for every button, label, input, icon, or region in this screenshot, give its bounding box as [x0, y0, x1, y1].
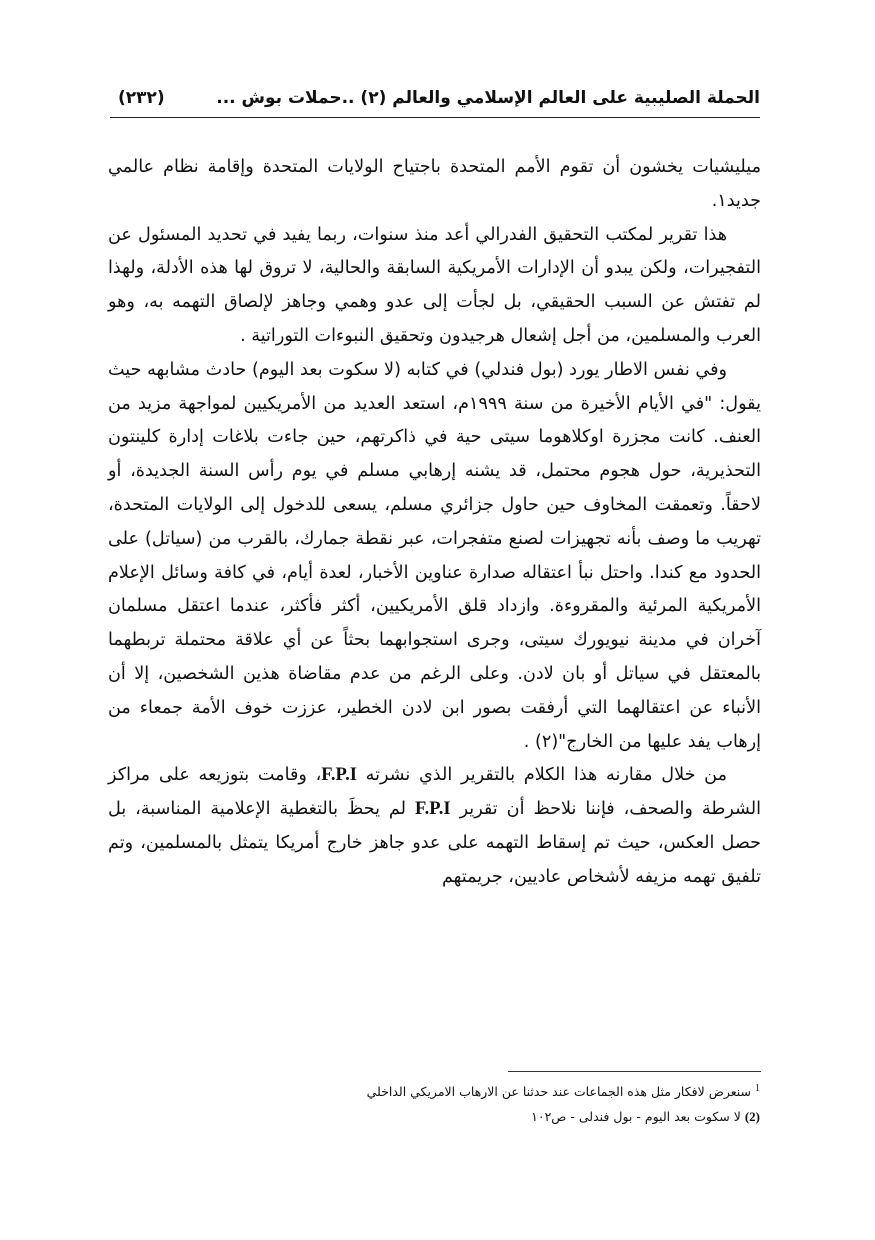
paragraph-4-part-a: من خلال مقارنه هذا الكلام بالتقرير الذي نشرته — [365, 765, 727, 786]
page-number: (٢٣٢) — [118, 88, 165, 108]
header-divider — [110, 117, 760, 118]
footnote-2-text: لا سكوت بعد اليوم - بول فندلى - ص١٠٢ — [531, 1109, 741, 1125]
running-title: الحملة الصليبية على العالم الإسلامي والعالم (٢) ..حملات بوش ... — [216, 88, 760, 108]
footnote-1-mark: 1 — [755, 1083, 760, 1094]
page-header — [110, 88, 760, 118]
fpi-acronym-1: F.P.I — [321, 765, 357, 786]
paragraph-4 — [108, 759, 761, 894]
footnote-1 — [110, 1076, 760, 1104]
body-text — [108, 151, 761, 895]
fpi-acronym-2: F.P.I — [414, 799, 451, 820]
footnote-2 — [110, 1104, 760, 1129]
paragraph-4-part-c: لم يحظَ بالتغطية الإعلامية المناسبة، بل حصل العكس، حيث تم إسقاط التهمه على عدو جاهز خارج أمريكا يتمثل بالمسلمين، وتم تلفيق تهمه مزيفه لأشخاص عاديين، جريمتهم — [108, 799, 761, 887]
footnote-divider — [508, 1071, 761, 1072]
paragraph-4-part-b: ، وقامت بتوزيعه على مراكز الشرطة والصحف، فإننا نلاحظ أن تقرير — [108, 765, 761, 820]
paragraph-1: ميليشيات يخشون أن تقوم الأمم المتحدة باجتياح الولايات المتحدة وإقامة نظام عالمي جديد١. — [108, 157, 761, 211]
footnotes — [110, 1076, 760, 1129]
paragraph-3: وفي نفس الاطار يورد (بول فندلي) في كتابه (لا سكوت بعد اليوم) حادث مشابهه حيث يقول: "في الأيام الأخيرة من سنة ١٩٩٩م، استعد العديد من الأمريكيين لمواجهة مزيد من العنف. كانت مجزرة اوكلاهوما سيتى حية في ذاكرتهم، حين جاءت بلاغات إدارة كلينتون التحذيرية، حول هجوم محتمل، قد يشنه إرهابي مسلم في يوم رأس السنة الجديدة، أو لاحقاً. وتعمقت المخاوف حين حاول جزائري مسلم، يسعى للدخول إلى الولايات المتحدة، تهريب ما وصف بأنه تجهيزات لصنع متفجرات، عبر نقطة جمارك، بالقرب من (سياتل) على الحدود مع كندا. واحتل نبأ اعتقاله صدارة عناوين الأخبار، لعدة أيام، في كافة وسائل الإعلام الأمريكية المرئية والمقروءة. وازداد قلق الأمريكيين، أكثر فأكثر، عندما اعتقل مسلمان آخران في مدينة نيويورك سيتى، وجرى استجوابهما بحثاً عن أي علاقة محتملة تربطهما بالمعتقل في سياتل أو بان لادن. وعلى الرغم من عدم مقاضاة هذين الشخصين، إلا أن الأنباء عن اعتقالهما التي أرفقت بصور ابن لادن الخطير، عززت خوف الأمة جمعاء من إرهاب يفد عليها من الخارج"(٢) . — [108, 359, 761, 752]
footnote-1-text: سنعرض لافكار مثل هذه الجماعات عند حدثنا عن الارهاب الامريكي الداخلي — [366, 1084, 752, 1100]
footnote-2-mark: (2) — [744, 1109, 760, 1125]
paragraph-2: هذا تقرير لمكتب التحقيق الفدرالي أعد منذ سنوات، ربما يفيد في تحديد المسئول عن التفجيرات، ولكن يبدو أن الإدارات الأمريكية السابقة والحالية، لا تروق لها هذه الأدلة، ولهذا لم تفتش عن السبب الحقيقي، بل لجأت إلى عدو وهمي وجاهز لإلصاق التهمه به، وهو العرب والمسلمين، من أجل إشعال هرجيدون وتحقيق النبوءات التوراتية . — [108, 224, 761, 346]
